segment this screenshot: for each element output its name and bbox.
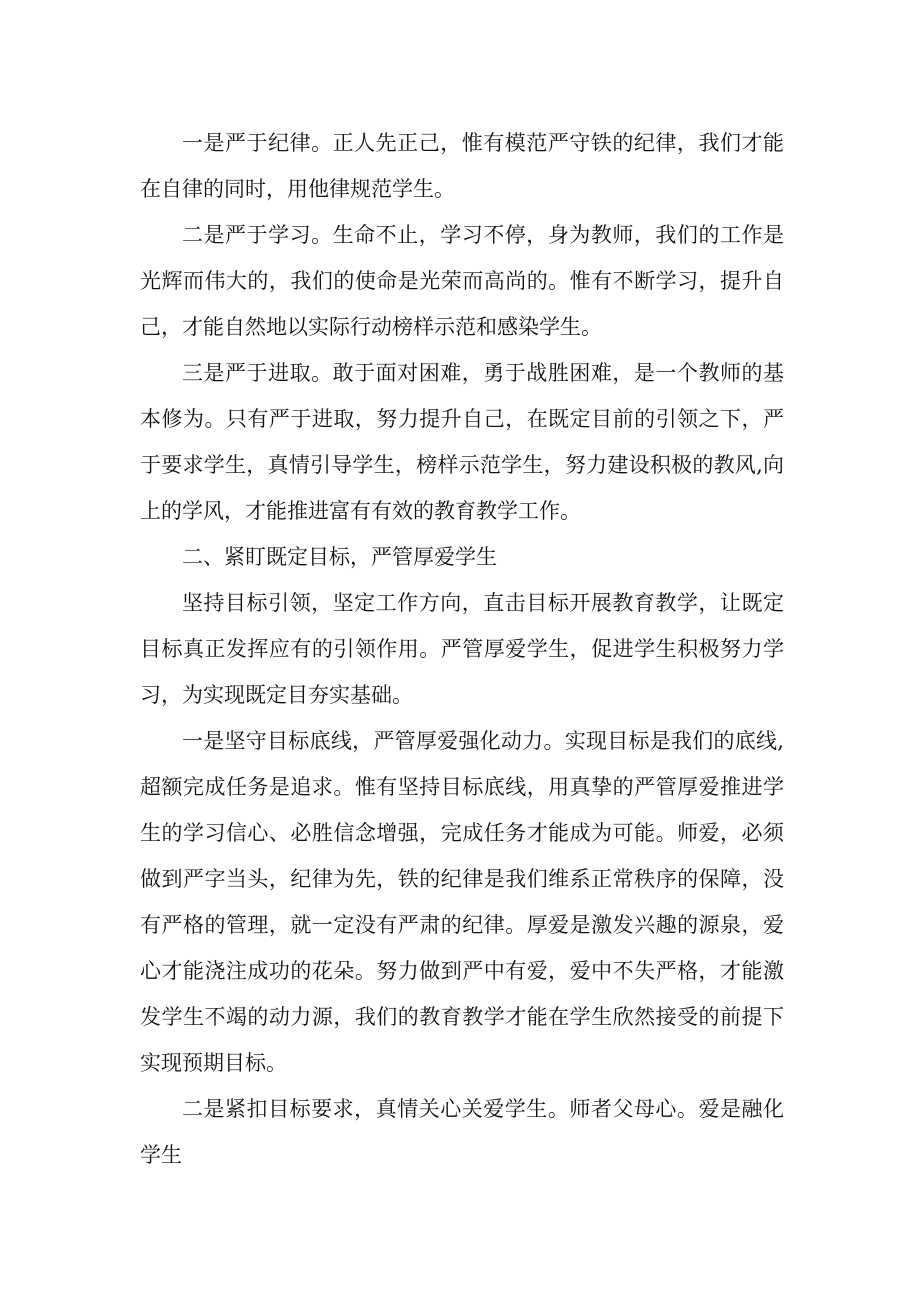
document-body [140,120,784,1178]
paragraph-goal-care: 二是紧扣目标要求，真情关心关爱学生。师者父母心。爱是融化学生 [140,1097,784,1167]
paragraph-strict-progress: 三是严于进取。敢于面对困难，勇于战胜困难，是一个教师的基本修为。只有严于进取，努力提升自己，在既定目前的引领之下，严于要求学生，真情引导学生，榜样示范学生，努力建设积极的教风,向上的学风，才能推进富有有效的教育教学工作。 [140,361,784,523]
paragraph-strict-learning: 二是严于学习。生命不止，学习不停，身为教师，我们的工作是光辉而伟大的，我们的使命是光荣而高尚的。惟有不断学习，提升自己，才能自然地以实际行动榜样示范和感染学生。 [140,223,784,339]
section-heading-goals: 二、紧盯既定目标，严管厚爱学生 [182,545,497,569]
paragraph-strict-discipline: 一是严于纪律。正人先正己，惟有模范严守铁的纪律，我们才能在自律的同时，用他律规范学生。 [140,131,784,201]
paragraph-goal-baseline: 一是坚守目标底线，严管厚爱强化动力。实现目标是我们的底线,超额完成任务是追求。惟有坚持目标底线，用真挚的严管厚爱推进学生的学习信心、必胜信念增强，完成任务才能成为可能。师爱，必须做到严字当头，纪律为先，铁的纪律是我们维系正常秩序的保障，没有严格的管理，就一定没有严肃的纪律。厚爱是激发兴趣的源泉，爱心才能浇注成功的花朵。努力做到严中有爱，爱中不失严格，才能激发学生不竭的动力源，我们的教育教学才能在学生欣然接受的前提下实现预期目标。 [140,729,784,1075]
paragraph-goal-guidance: 坚持目标引领，坚定工作方向，直击目标开展教育教学，让既定目标真正发挥应有的引领作用。严管厚爱学生，促进学生积极努力学习，为实现既定目夯实基础。 [140,591,784,707]
